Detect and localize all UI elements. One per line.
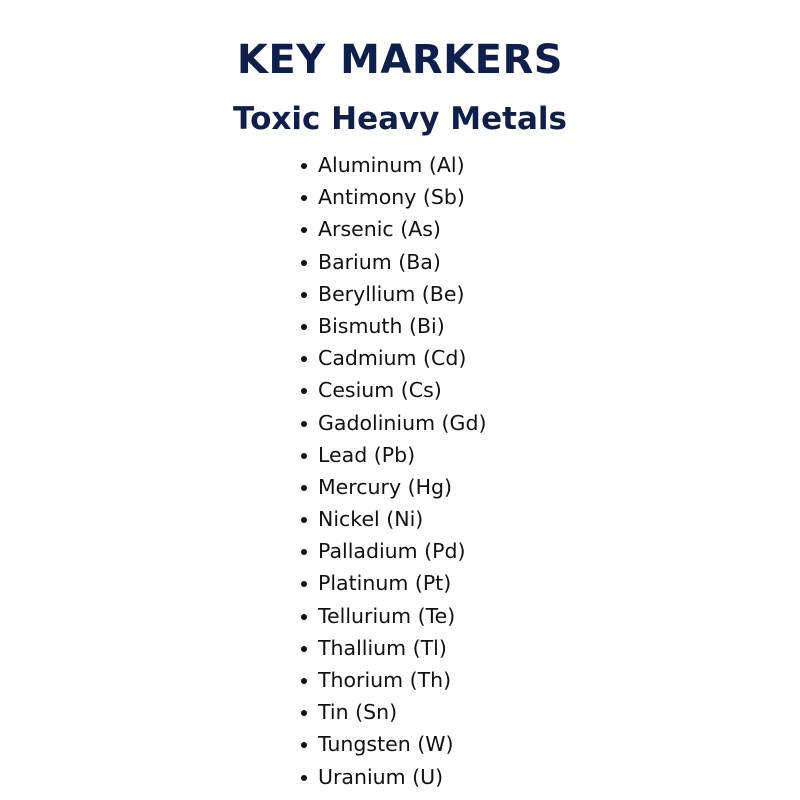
bullet-icon <box>301 581 307 587</box>
bullet-icon <box>301 324 307 330</box>
list-item-label: Cadmium (Cd) <box>318 346 467 371</box>
bullet-icon <box>301 678 307 684</box>
list-item-label: Tungsten (W) <box>318 732 454 757</box>
list-item <box>300 664 486 696</box>
bullet-icon <box>301 227 307 233</box>
list-item <box>300 246 486 278</box>
list-item-label: Aluminum (Al) <box>318 153 465 177</box>
bullet-icon <box>301 292 307 298</box>
list-item-label: Cesium (Cs) <box>318 378 442 403</box>
page-subtitle: Toxic Heavy Metals <box>233 101 567 137</box>
list-item <box>300 213 486 245</box>
list-item <box>300 439 486 471</box>
bullet-icon <box>301 742 307 748</box>
list-item-label: Thallium (Tl) <box>318 635 447 660</box>
bullet-icon <box>301 517 307 523</box>
list-item <box>300 503 486 535</box>
list-item-label: Tin (Sn) <box>318 700 398 725</box>
list-item-label: Bismuth (Bi) <box>318 313 445 338</box>
bullet-icon <box>301 163 307 169</box>
bullet-icon <box>301 260 307 266</box>
list-item-label: Tellurium (Te) <box>318 603 456 628</box>
list-item <box>300 310 486 342</box>
list-item <box>300 471 486 503</box>
bullet-icon <box>301 485 307 491</box>
bullet-icon <box>301 453 307 459</box>
list-item <box>300 181 486 213</box>
list-item-label: Gadolinium (Gd) <box>318 410 487 435</box>
bullet-icon <box>301 388 307 394</box>
bullet-icon <box>301 710 307 716</box>
list-item-label: Nickel (Ni) <box>318 507 424 532</box>
metal-list <box>300 149 486 793</box>
list-item-label: Beryllium (Be) <box>318 281 465 306</box>
page-title: KEY MARKERS <box>236 37 564 83</box>
list-item-label: Antimony (Sb) <box>318 185 465 210</box>
list-item-label: Palladium (Pd) <box>318 539 466 564</box>
list-item <box>300 374 486 406</box>
bullet-icon <box>301 614 307 620</box>
list-item-label: Uranium (U) <box>318 764 444 789</box>
bullet-icon <box>301 356 307 362</box>
list-item-label: Arsenic (As) <box>318 217 441 242</box>
list-item <box>300 407 486 439</box>
bullet-icon <box>301 775 307 781</box>
list-item <box>300 600 486 632</box>
bullet-icon <box>301 549 307 555</box>
list-item <box>300 342 486 374</box>
bullet-icon <box>301 646 307 652</box>
list-item <box>300 728 486 760</box>
list-item <box>300 149 486 181</box>
list-item-label: Barium (Ba) <box>318 249 441 274</box>
list-item-label: Platinum (Pt) <box>318 571 452 596</box>
list-item <box>300 696 486 728</box>
list-item <box>300 567 486 599</box>
list-item <box>300 278 486 310</box>
bullet-icon <box>301 195 307 201</box>
list-item <box>300 761 486 793</box>
list-item <box>300 632 486 664</box>
list-item-label: Mercury (Hg) <box>318 474 453 499</box>
list-item-label: Thorium (Th) <box>318 668 452 692</box>
list-item-label: Lead (Pb) <box>318 442 416 467</box>
list-item <box>300 535 486 567</box>
bullet-icon <box>301 421 307 427</box>
